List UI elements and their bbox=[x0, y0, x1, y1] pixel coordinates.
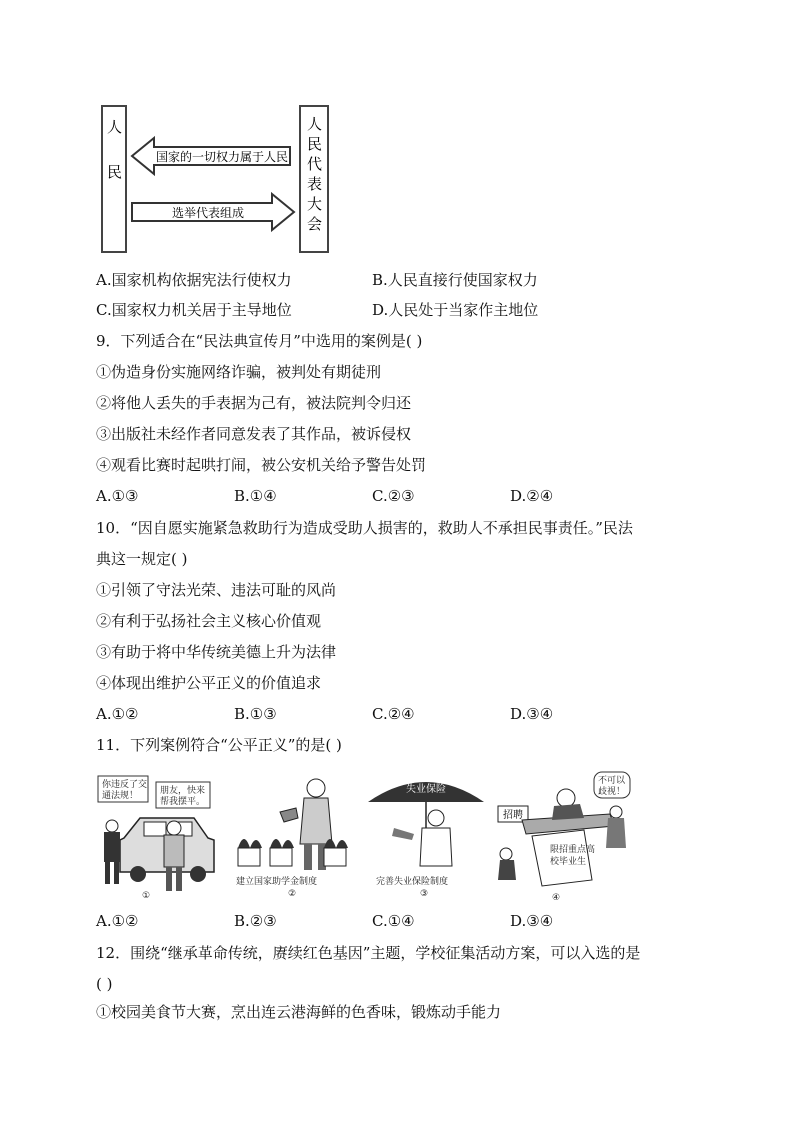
q10-option-c: C.②④ bbox=[372, 705, 415, 723]
svg-text:④: ④ bbox=[552, 893, 561, 903]
q10-stem-line2: 典这一规定( ) bbox=[96, 550, 188, 568]
q8-option-a: A.国家机构依据宪法行使权力 bbox=[96, 271, 292, 289]
q12-paren: ( ) bbox=[96, 975, 113, 993]
q11-stem: 11．下列案例符合“公平正义”的是( ) bbox=[96, 736, 342, 754]
q11-cartoon-panels bbox=[96, 768, 636, 904]
q9-option-c: C.②③ bbox=[372, 487, 415, 505]
svg-text:歧视！: 歧视！ bbox=[598, 787, 626, 797]
svg-text:不可以: 不可以 bbox=[598, 776, 626, 786]
q9-stem: 9．下列适合在“民法典宣传月”中选用的案例是( ) bbox=[96, 332, 423, 350]
svg-text:完善失业保险制度: 完善失业保险制度 bbox=[376, 877, 449, 887]
svg-text:建立国家助学金制度: 建立国家助学金制度 bbox=[236, 877, 318, 887]
panel-3 bbox=[368, 782, 484, 899]
panel-2 bbox=[236, 779, 348, 899]
arrow-left-label: 国家的一切权力属于人民 bbox=[155, 150, 289, 164]
people-congress-diagram bbox=[98, 104, 333, 254]
q10-item-4: ④体现出维护公平正义的价值追求 bbox=[96, 674, 322, 692]
svg-text:校毕业生: 校毕业生 bbox=[550, 857, 587, 867]
q11-option-d: D.③④ bbox=[510, 912, 554, 930]
q9-item-4: ④观看比赛时起哄打闹，被公安机关给予警告处罚 bbox=[96, 456, 427, 474]
q11-option-a: A.①② bbox=[96, 912, 139, 930]
q10-option-a: A.①② bbox=[96, 705, 139, 723]
q10-option-b: B.①③ bbox=[234, 705, 277, 723]
q12-item-1: ①校园美食节大赛，烹出连云港海鲜的色香味，锻炼动手能力 bbox=[96, 1003, 502, 1021]
svg-text:②: ② bbox=[288, 889, 297, 899]
svg-text:①: ① bbox=[142, 891, 151, 901]
svg-text:帮我摆平。: 帮我摆平。 bbox=[160, 797, 206, 807]
q9-option-b: B.①④ bbox=[234, 487, 277, 505]
q9-option-a: A.①③ bbox=[96, 487, 139, 505]
q8-option-c: C.国家权力机关居于主导地位 bbox=[96, 301, 292, 319]
q9-option-d: D.②④ bbox=[510, 487, 554, 505]
svg-text:通法规！: 通法规！ bbox=[102, 791, 139, 801]
q10-stem-line1: 10．“因自愿实施紧急救助行为造成受助人损害的，救助人不承担民事责任。”民法 bbox=[96, 519, 633, 537]
svg-text:朋友，快来: 朋友，快来 bbox=[160, 786, 206, 796]
q9-item-3: ③出版社未经作者同意发表了其作品，被诉侵权 bbox=[96, 425, 412, 443]
people-box-label: 人民 bbox=[105, 119, 123, 209]
q10-option-d: D.③④ bbox=[510, 705, 554, 723]
q10-item-1: ①引领了守法光荣、违法可耻的风尚 bbox=[96, 581, 337, 599]
q10-item-2: ②有利于弘扬社会主义核心价值观 bbox=[96, 612, 322, 630]
svg-text:③: ③ bbox=[420, 889, 429, 899]
svg-text:限招重点高: 限招重点高 bbox=[550, 845, 596, 855]
congress-box-label: 人民代表大会 bbox=[305, 116, 323, 236]
svg-text:你违反了交: 你违反了交 bbox=[102, 780, 148, 790]
arrow-right-label: 选举代表组成 bbox=[171, 206, 245, 220]
svg-text:招聘: 招聘 bbox=[503, 810, 523, 821]
q8-option-b: B.人民直接行使国家权力 bbox=[372, 271, 538, 289]
panel-1 bbox=[98, 776, 214, 901]
svg-text:失业保险: 失业保险 bbox=[406, 784, 446, 795]
q11-option-c: C.①④ bbox=[372, 912, 415, 930]
q9-item-2: ②将他人丢失的手表据为己有，被法院判令归还 bbox=[96, 394, 412, 412]
q10-item-3: ③有助于将中华传统美德上升为法律 bbox=[96, 643, 337, 661]
panel-4 bbox=[498, 772, 630, 903]
q12-stem: 12．围绕“继承革命传统，赓续红色基因”主题，学校征集活动方案，可以入选的是 bbox=[96, 944, 641, 962]
q9-item-1: ①伪造身份实施网络诈骗，被判处有期徒刑 bbox=[96, 363, 382, 381]
q8-option-d: D.人民处于当家作主地位 bbox=[372, 301, 539, 319]
q11-option-b: B.②③ bbox=[234, 912, 277, 930]
